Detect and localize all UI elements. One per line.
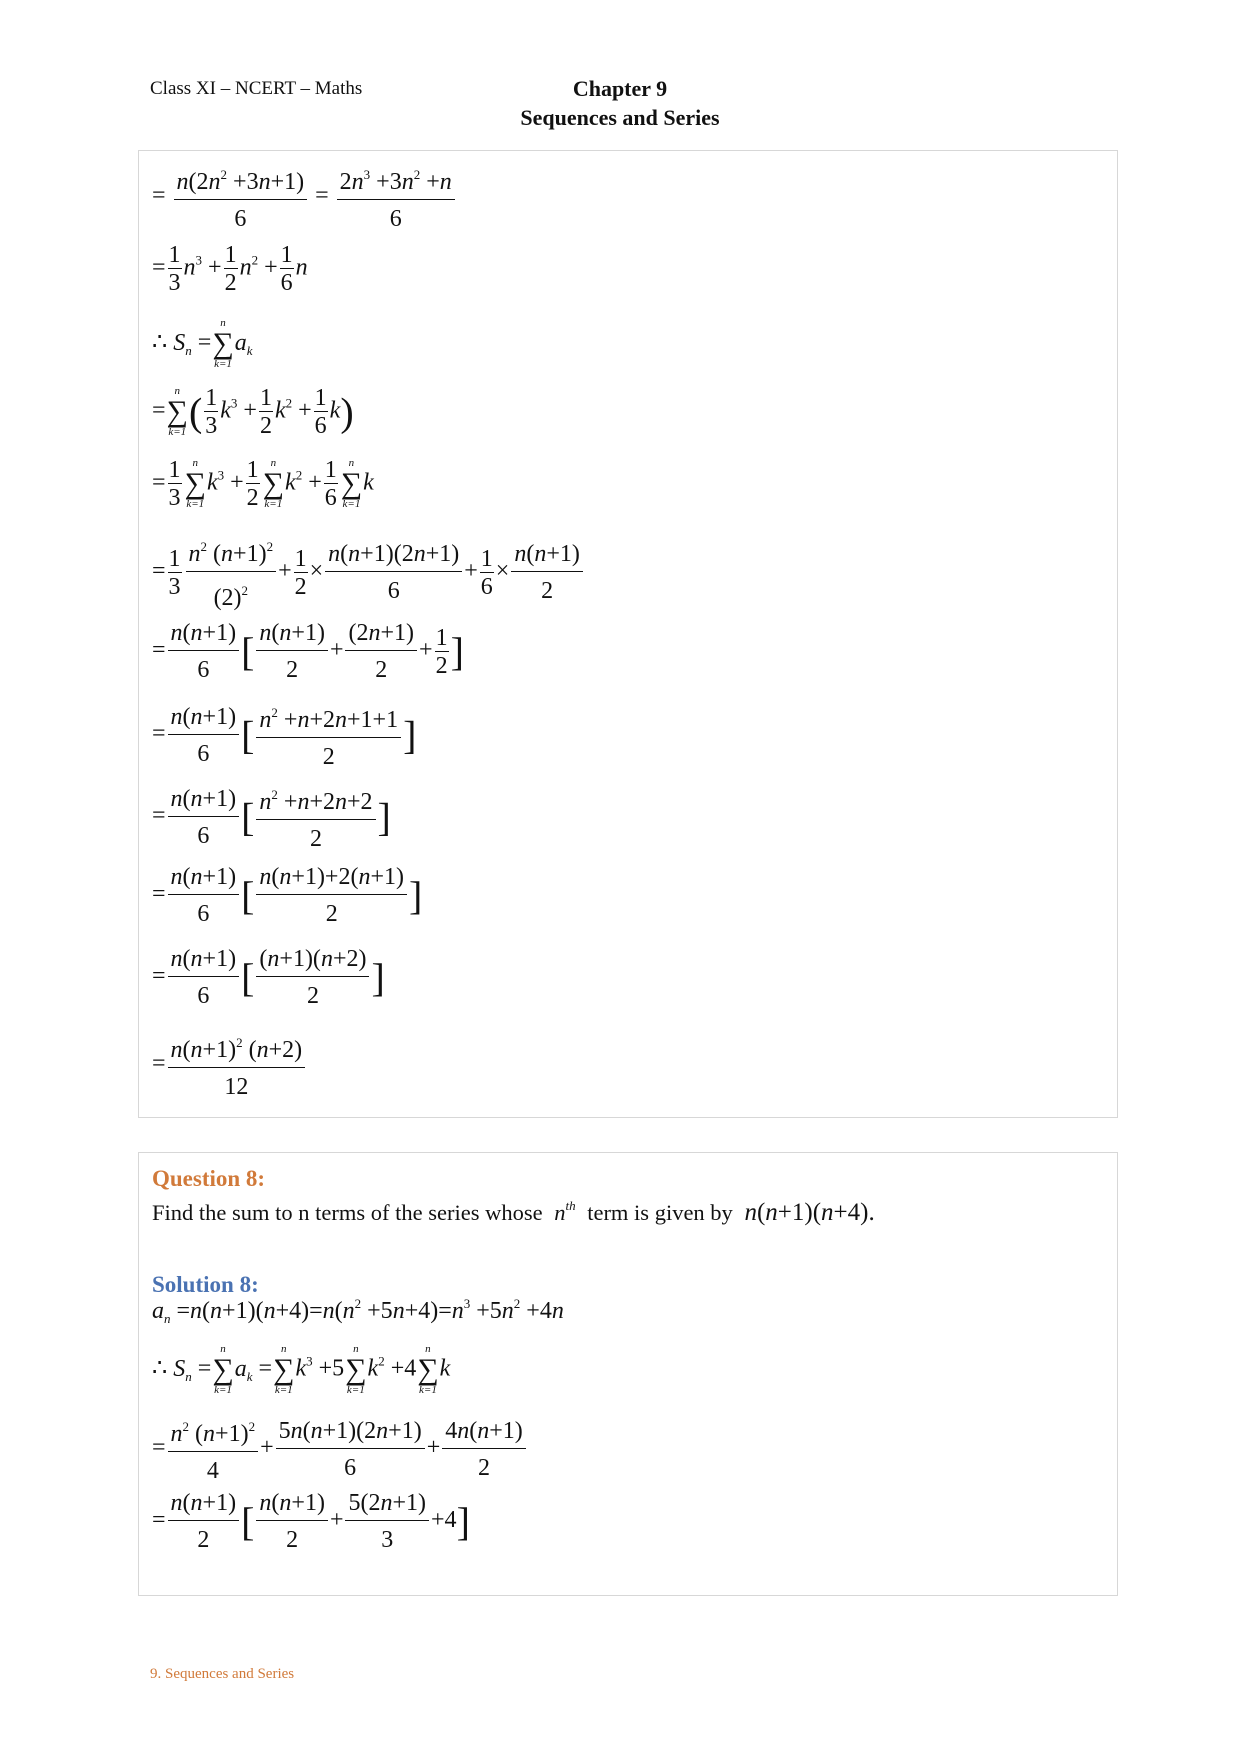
math-line-5: = $\frac{1}{3}$ n ∑ k=1 $k^3$ + $\frac{1}{2}$ n ∑ k=1 $k^2$ + $\frac{1}{6}$ n ∑ k=1 k: [152, 457, 374, 511]
math-line-8: = $\frac{n(n+1)}{6}$ [ $\frac{n^2 +n+2n+1+1}{2}$ ]: [152, 700, 416, 770]
solution-line-2: ∴ $S_n$ = n ∑ k=1 $a_k$ = n ∑ k=1 $k^3 +5$ n ∑ k=1 $k^2 +4$ n ∑ k=1 k: [152, 1343, 451, 1396]
chapter-title: Sequences and Series: [520, 105, 720, 130]
math-line-12: = $\frac{n(n+1)^2 (n+2)}{12}$: [152, 1030, 307, 1100]
chapter-number: Chapter 9: [572, 76, 668, 101]
header-class-label: Class XI – NCERT – Maths: [150, 78, 363, 99]
math-line-3: ∴ $S_n$ = n ∑ k=1 $a_k$: [152, 317, 253, 370]
solution-title: Solution 8:: [152, 1272, 259, 1297]
question-expression: n(n+1)(n+4).: [744, 1199, 875, 1226]
math-line-7: = $\frac{n(n+1)}{6}$ [ $\frac{n(n+1)}{2}$ + $\frac{(2n+1)}{2}$ + $\frac{1}{2}$ ]: [152, 620, 464, 683]
math-line-4: = n ∑ k=1 ( $\frac{1}{3}$ $k^3$ + $\frac{1}{2}$ $k^2$ + $\frac{1}{6}$ k): [152, 385, 354, 439]
math-line-2: = $\frac{1}{3}$ $n^3$ + $\frac{1}{2}$ $n^2$ + $\frac{1}{6}$ n: [152, 242, 308, 296]
question-text: Find the sum to n terms of the series whose $n^{th}$ term is given by n(n+1)(n+4).: [152, 1198, 875, 1226]
question-title: Question 8:: [152, 1166, 266, 1191]
math-line-11: = $\frac{n(n+1)}{6}$ [ $\frac{(n+1)(n+2)}{2}$ ]: [152, 946, 385, 1009]
math-line-6: = $\frac{1}{3}$ $\frac{n^2 (n+1)^2}{(2)^2}$ + $\frac{1}{2}$ × $\frac{n(n+1)(2n+1)}{6}$ + $\frac{1}{6}$ × $\frac{n(n+1)}{2}$: [152, 534, 585, 611]
header-chapter: [480, 74, 760, 132]
solution-line-3: = $\frac{n^2 (n+1)^2}{4}$ + $\frac{5n(n+1)(2n+1)}{6}$ + $\frac{4n(n+1)}{2}$: [152, 1414, 528, 1484]
footer-label: 9. Sequences and Series: [150, 1666, 295, 1682]
math-line-9: = $\frac{n(n+1)}{6}$ [ $\frac{n^2 +n+2n+2}{2}$ ]: [152, 782, 391, 852]
solution-line-1: $a_n =n(n+1)(n+4)=n(n^2 +5n+4)=n^3 +5n^2 +4n$: [152, 1296, 564, 1326]
solution-line-4: = $\frac{n(n+1)}{2}$ [ $\frac{n(n+1)}{2}$ + $\frac{5(2n+1)}{3}$ +4]: [152, 1490, 470, 1553]
math-line-1: = $\frac{n(2n^2 +3n+1)}{6}$ = $\frac{2n^3 +3n^2 +n}{6}$: [152, 162, 457, 232]
math-line-10: = $\frac{n(n+1)}{6}$ [ $\frac{n(n+1)+2(n+1)}{2}$ ]: [152, 864, 423, 927]
